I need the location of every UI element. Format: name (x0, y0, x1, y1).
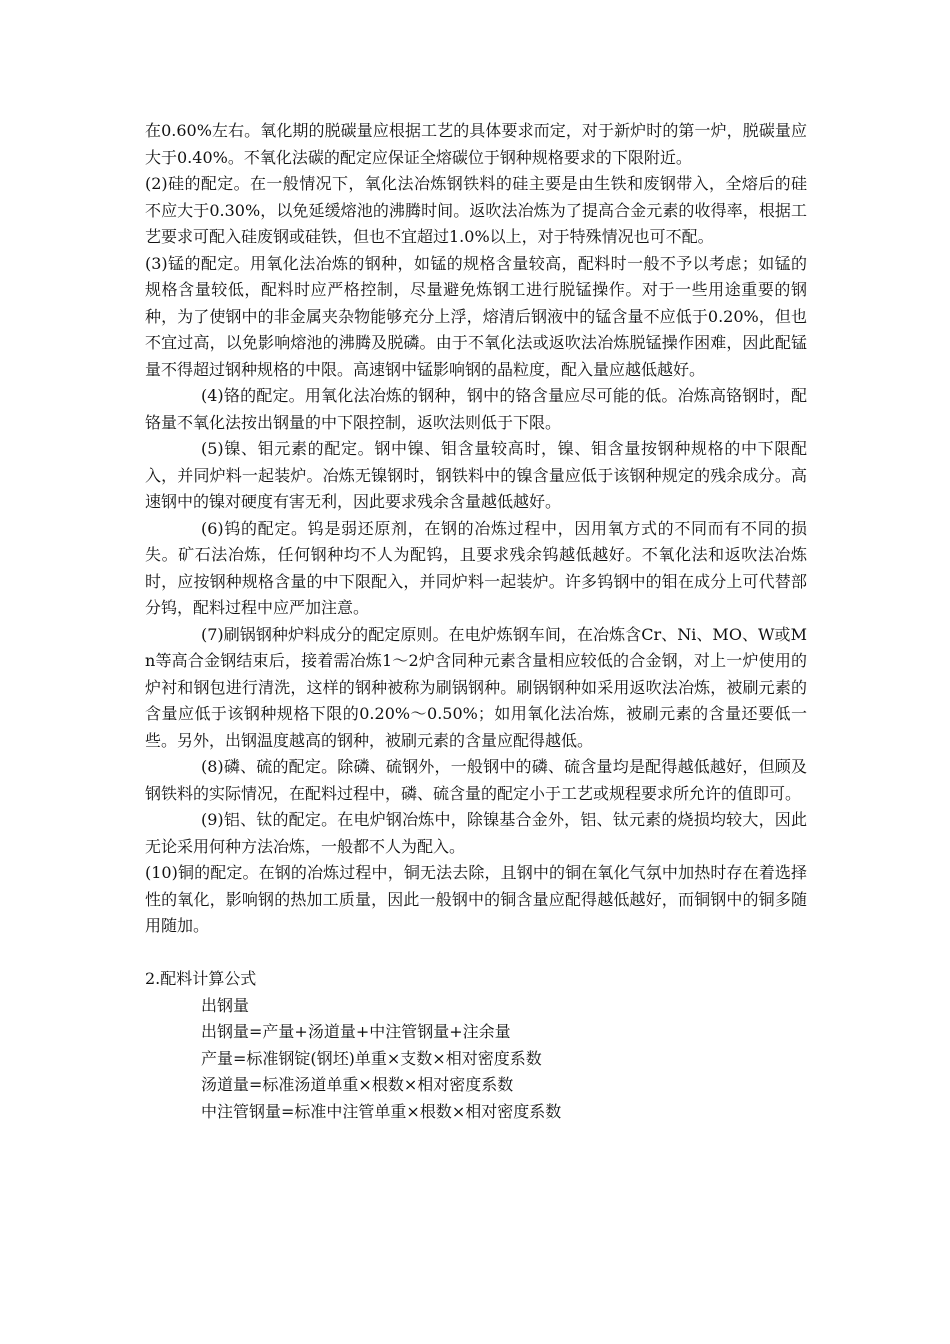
paragraph-tungsten: (6)钨的配定。钨是弱还原剂，在钢的冶炼过程中，因用氧方式的不同而有不同的损失。矿石法冶炼，任何钢种均不人为配钨，且要求残余钨越低越好。不氧化法和返吹法冶炼时，应按钢种规格含量的中下限配入，并同炉料一起装炉。许多钨钢中的钼在成分上可代替部分钨，配料过程中应严加注意。 (145, 518, 807, 617)
paragraph-carbon-continued: 在0.60%左右。氧化期的脱碳量应根据工艺的具体要求而定，对于新炉时的第一炉，脱碳量应大于0.40%。不氧化法碳的配定应保证全熔碳位于钢种规格要求的下限附近。 (145, 121, 807, 167)
paragraph-manganese: (3)锰的配定。用氧化法冶炼的钢种，如锰的规格含量较高，配料时一般不予以考虑；如锰的规格含量较低，配料时应严格控制，尽量避免炼钢工进行脱锰操作。对于一些用途重要的钢种，为了使钢中的非金属夹杂物能够充分上浮，熔清后钢液中的锰含量不应低于0.20%，但也不宜过高，以免影响熔池的沸腾及脱磷。由于不氧化法或返吹法冶炼脱锰操作困难，因此配锰量不得超过钢种规格的中限。高速钢中锰影响钢的晶粒度，配入量应越低越好。 (145, 253, 807, 379)
section-heading: 2.配料计算公式 (145, 969, 257, 988)
blank-line (145, 940, 807, 967)
document-body (145, 118, 807, 1125)
formula-line: 出钢量 (201, 995, 250, 1015)
paragraph-phosphorus-sulfur: (8)磷、硫的配定。除磷、硫钢外，一般钢中的磷、硫含量均是配得越低越好，但顾及钢铁料的实际情况，在配料过程中，磷、硫含量的配定小于工艺或规程要求所允许的值即可。 (145, 757, 807, 803)
formula-line: 出钢量=产量+汤道量+中注管钢量+注余量 (201, 1022, 511, 1041)
formula-list (145, 993, 807, 1126)
formula-line: 中注管钢量=标准中注管单重×根数×相对密度系数 (201, 1101, 562, 1121)
paragraph-wash-heat-steel: (7)刷锅钢种炉料成分的配定原则。在电炉炼钢车间，在冶炼含Cr、Ni、MO、W或Mn等高合金钢结束后，接着需冶炼1～2炉含同种元素含量相应较低的合金钢，对上一炉使用的炉衬和钢包进行清洗，这样的钢种被称为刷锅钢种。刷锅钢种如采用返吹法冶炼，被刷元素的含量应低于该钢种规格下限的0.20%～0.50%；如用氧化法冶炼，被刷元素的含量还要低一些。另外，出钢温度越高的钢种，被刷元素的含量应配得越低。 (145, 624, 807, 750)
paragraph-copper: (10)铜的配定。在钢的冶炼过程中，铜无法去除，且钢中的铜在氧化气氛中加热时存在着选择性的氧化，影响钢的热加工质量，因此一般钢中的铜含量应配得越低越好，而铜钢中的铜多随用随加。 (145, 863, 807, 935)
paragraph-nickel-molybdenum: (5)镍、钼元素的配定。钢中镍、钼含量较高时，镍、钼含量按钢种规格的中下限配入，并同炉料一起装炉。冶炼无镍钢时，钢铁料中的镍含量应低于该钢种规定的残余成分。高速钢中的镍对硬度有害无利，因此要求残余含量越低越好。 (145, 439, 807, 511)
formula-line: 汤道量=标准汤道单重×根数×相对密度系数 (201, 1075, 514, 1094)
paragraph-chromium: (4)铬的配定。用氧化法冶炼的钢种，钢中的铬含量应尽可能的低。冶炼高铬钢时，配铬量不氧化法按出钢量的中下限控制，返吹法则低于下限。 (145, 386, 807, 432)
formula-line: 产量=标准钢锭(钢坯)单重×支数×相对密度系数 (201, 1048, 542, 1068)
paragraph-silicon: (2)硅的配定。在一般情况下，氧化法冶炼钢铁料的硅主要是由生铁和废钢带入，全熔后的硅不应大于0.30%，以免延缓熔池的沸腾时间。返吹法冶炼为了提高合金元素的收得率，根据工艺要求可配入硅废钢或硅铁，但也不宜超过1.0%以上，对于特殊情况也可不配。 (145, 174, 807, 246)
paragraph-aluminum-titanium: (9)铝、钛的配定。在电炉钢冶炼中，除镍基合金外，铝、钛元素的烧损均较大，因此无论采用何种方法冶炼，一般都不人为配入。 (145, 810, 807, 856)
